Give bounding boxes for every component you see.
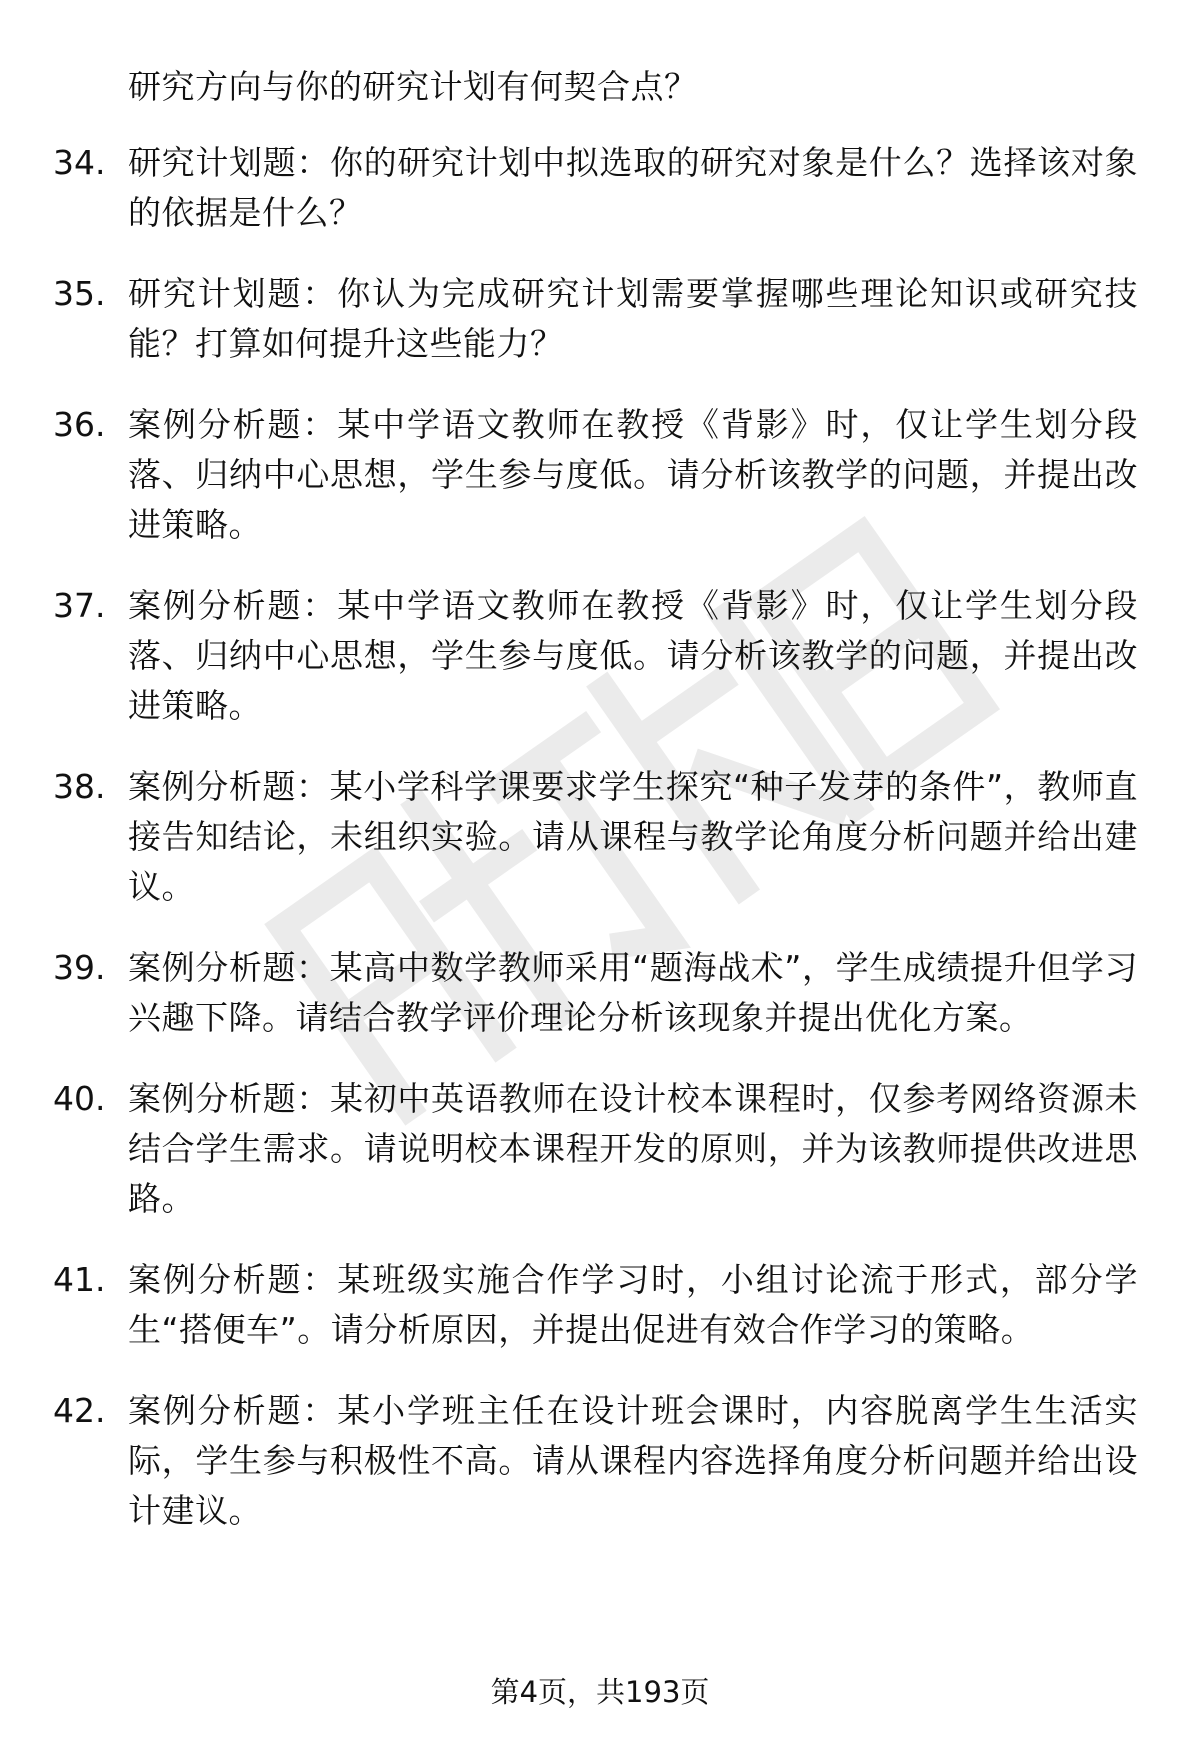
continued-question-text: 研究方向与你的研究计划有何契合点？ (128, 67, 698, 106)
question-text: 案例分析题：某班级实施合作学习时，小组讨论流于形式，部分学生“搭便车”。请分析原因，并提出促进有效合作学习的策略。 (128, 1260, 1138, 1349)
question-text: 案例分析题：某小学班主任在设计班会课时，内容脱离学生生活实际，学生参与积极性不高。请从课程内容选择角度分析问题并给出设计建议。 (128, 1391, 1138, 1530)
question-text: 研究计划题：你的研究计划中拟选取的研究对象是什么？选择该对象的依据是什么？ (128, 143, 1138, 232)
question-item (0, 943, 1200, 1043)
question-number: 42. (53, 1391, 106, 1430)
question-text: 案例分析题：某高中数学教师采用“题海战术”，学生成绩提升但学习兴趣下降。请结合教学评价理论分析该现象并提出优化方案。 (128, 948, 1138, 1037)
question-text: 案例分析题：某中学语文教师在教授《背影》时，仅让学生划分段落、归纳中心思想，学生参与度低。请分析该教学的问题，并提出改进策略。 (128, 405, 1138, 544)
question-text: 案例分析题：某初中英语教师在设计校本课程时，仅参考网络资源未结合学生需求。请说明校本课程开发的原则，并为该教师提供改进思路。 (128, 1079, 1138, 1218)
question-number: 39. (53, 948, 106, 987)
question-number: 34. (53, 143, 106, 182)
page-footer: 第4页，共193页 (490, 1675, 710, 1709)
question-number: 40. (53, 1079, 106, 1118)
question-item (0, 1255, 1200, 1355)
question-item (0, 762, 1200, 912)
question-number: 35. (53, 274, 106, 313)
question-number: 37. (53, 586, 106, 625)
question-item (0, 581, 1200, 731)
question-number: 41. (53, 1260, 106, 1299)
question-item (0, 1386, 1200, 1536)
question-item (0, 138, 1200, 238)
question-item (0, 269, 1200, 369)
question-item (0, 400, 1200, 550)
question-list (0, 138, 1200, 1567)
question-number: 36. (53, 405, 106, 444)
question-number: 38. (53, 767, 106, 806)
question-text: 案例分析题：某小学科学课要求学生探究“种子发芽的条件”，教师直接告知结论，未组织实验。请从课程与教学论角度分析问题并给出建议。 (128, 767, 1138, 906)
question-text: 案例分析题：某中学语文教师在教授《背影》时，仅让学生划分段落、归纳中心思想，学生参与度低。请分析该教学的问题，并提出改进策略。 (128, 586, 1138, 725)
question-item (0, 1074, 1200, 1224)
question-text: 研究计划题：你认为完成研究计划需要掌握哪些理论知识或研究技能？打算如何提升这些能力？ (128, 274, 1138, 363)
